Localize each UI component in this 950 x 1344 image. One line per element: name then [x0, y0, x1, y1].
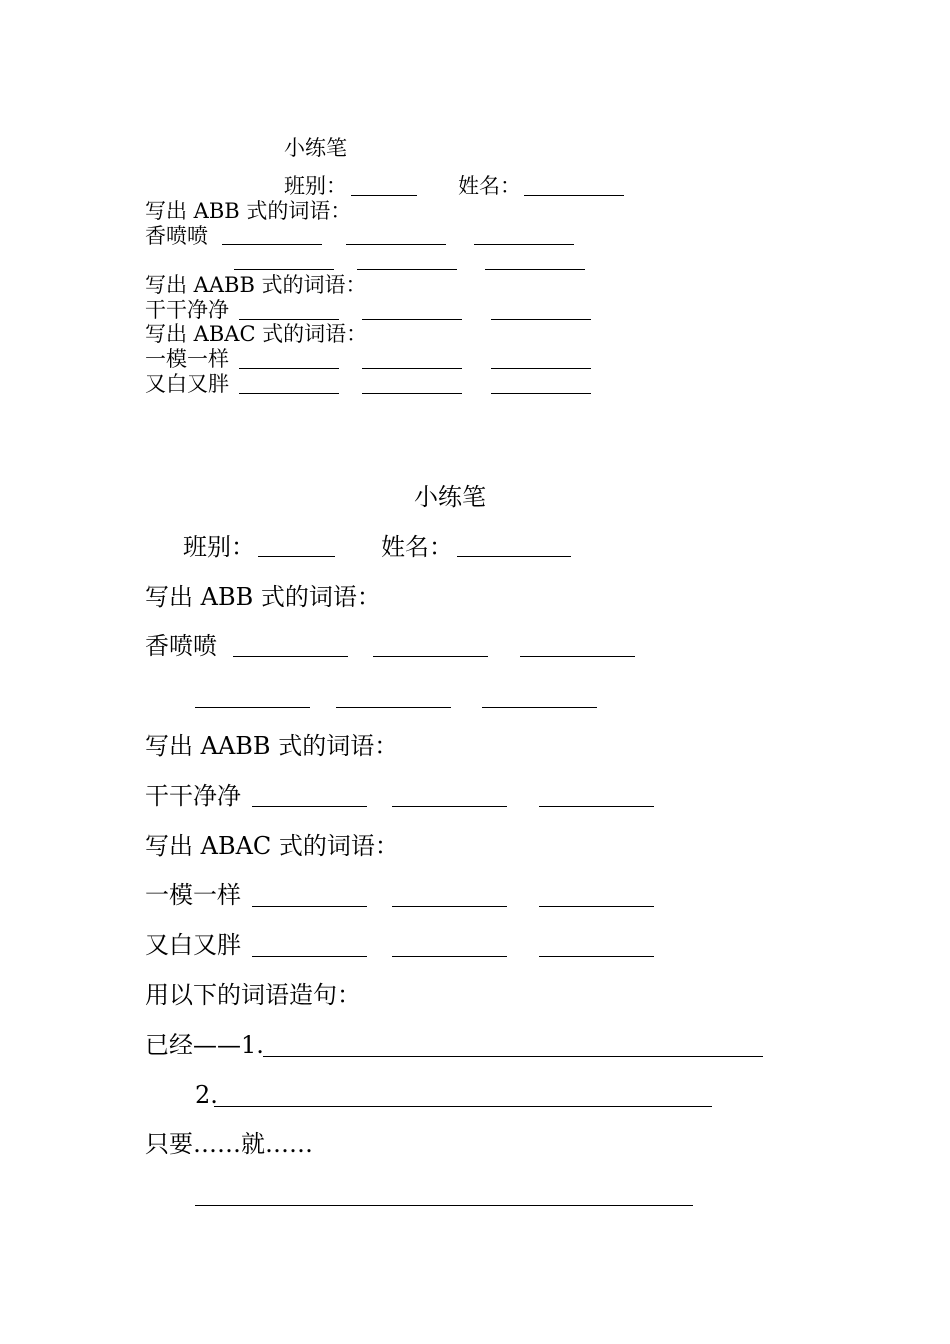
sheet2-word2-label: 只要……就…… — [145, 1130, 313, 1158]
sheet2-aabb-prompt: 写出 AABB 式的词语： — [145, 732, 399, 760]
sheet1-aabb-prompt: 写出 AABB 式的词语： — [145, 273, 367, 297]
sheet1-abac-blank-4[interactable] — [239, 393, 339, 394]
sheet2-class-label: 班别： — [183, 533, 255, 561]
sheet2-abac-blank-4[interactable] — [252, 956, 367, 957]
sheet2-abac-example-1: 一模一样 — [145, 881, 241, 909]
sheet1-title: 小练笔 — [284, 136, 347, 160]
sheet2-title: 小练笔 — [414, 483, 486, 511]
sheet2-abac-prompt: 写出 ABAC 式的词语： — [145, 832, 399, 860]
sheet2-abb-blank-3[interactable] — [520, 656, 635, 657]
sheet2-abac-blank-5[interactable] — [392, 956, 507, 957]
sheet2-word1-line-2[interactable] — [214, 1106, 712, 1107]
sheet2-abb-blank-6[interactable] — [482, 707, 597, 708]
sheet1-abac-blank-1[interactable] — [239, 368, 339, 369]
sheet2-aabb-example: 干干净净 — [145, 782, 241, 810]
sheet2-word1-line-1[interactable] — [263, 1056, 763, 1057]
sheet2-word2-line[interactable] — [195, 1205, 693, 1206]
sheet1-abb-prompt: 写出 ABB 式的词语： — [145, 199, 352, 223]
sheet2-abac-blank-2[interactable] — [392, 906, 507, 907]
sheet1-abac-blank-6[interactable] — [491, 393, 591, 394]
sheet2-class-blank[interactable] — [258, 556, 335, 557]
sheet2-abb-example: 香喷喷 — [145, 632, 217, 660]
sheet2-word1-label: 已经——1. — [145, 1031, 264, 1059]
sheet2-abb-prompt: 写出 ABB 式的词语： — [145, 583, 381, 611]
sheet2-abb-blank-5[interactable] — [336, 707, 451, 708]
sheet1-abac-blank-3[interactable] — [491, 368, 591, 369]
sheet2-name-label: 姓名： — [381, 533, 453, 561]
sheet1-aabb-blank-2[interactable] — [362, 319, 462, 320]
sheet1-aabb-blank-3[interactable] — [491, 319, 591, 320]
sheet2-abb-blank-1[interactable] — [233, 656, 348, 657]
sheet1-abb-blank-6[interactable] — [485, 269, 585, 270]
sheet1-abac-prompt: 写出 ABAC 式的词语： — [145, 322, 368, 346]
sheet2-abb-blank-2[interactable] — [373, 656, 488, 657]
sheet2-abb-blank-4[interactable] — [195, 707, 310, 708]
sheet1-name-blank[interactable] — [524, 195, 624, 196]
sheet1-abac-blank-5[interactable] — [362, 393, 462, 394]
sheet1-abac-example-1: 一模一样 — [145, 347, 229, 371]
sheet2-abac-blank-6[interactable] — [539, 956, 654, 957]
sheet1-abb-example: 香喷喷 — [145, 224, 208, 248]
sheet1-abb-blank-5[interactable] — [357, 269, 457, 270]
sheet1-abb-blank-2[interactable] — [346, 244, 446, 245]
sheet2-word1-line2-label: 2. — [195, 1081, 218, 1109]
sheet1-name-label: 姓名： — [458, 174, 521, 198]
sheet1-abb-blank-1[interactable] — [222, 244, 322, 245]
sheet1-aabb-example: 干干净净 — [145, 298, 229, 322]
sheet2-aabb-blank-1[interactable] — [252, 806, 367, 807]
sheet2-abac-blank-3[interactable] — [539, 906, 654, 907]
sheet1-abb-blank-4[interactable] — [234, 269, 334, 270]
sheet1-class-label: 班别： — [284, 174, 347, 198]
sheet2-aabb-blank-2[interactable] — [392, 806, 507, 807]
sheet2-name-blank[interactable] — [457, 556, 571, 557]
sheet1-aabb-blank-1[interactable] — [239, 319, 339, 320]
sheet1-class-blank[interactable] — [351, 195, 417, 196]
sheet1-abac-example-2: 又白又胖 — [145, 372, 229, 396]
sheet2-aabb-blank-3[interactable] — [539, 806, 654, 807]
sheet2-sentence-prompt: 用以下的词语造句： — [145, 981, 361, 1009]
sheet1-abac-blank-2[interactable] — [362, 368, 462, 369]
sheet1-abb-blank-3[interactable] — [474, 244, 574, 245]
sheet2-abac-blank-1[interactable] — [252, 906, 367, 907]
sheet2-abac-example-2: 又白又胖 — [145, 931, 241, 959]
